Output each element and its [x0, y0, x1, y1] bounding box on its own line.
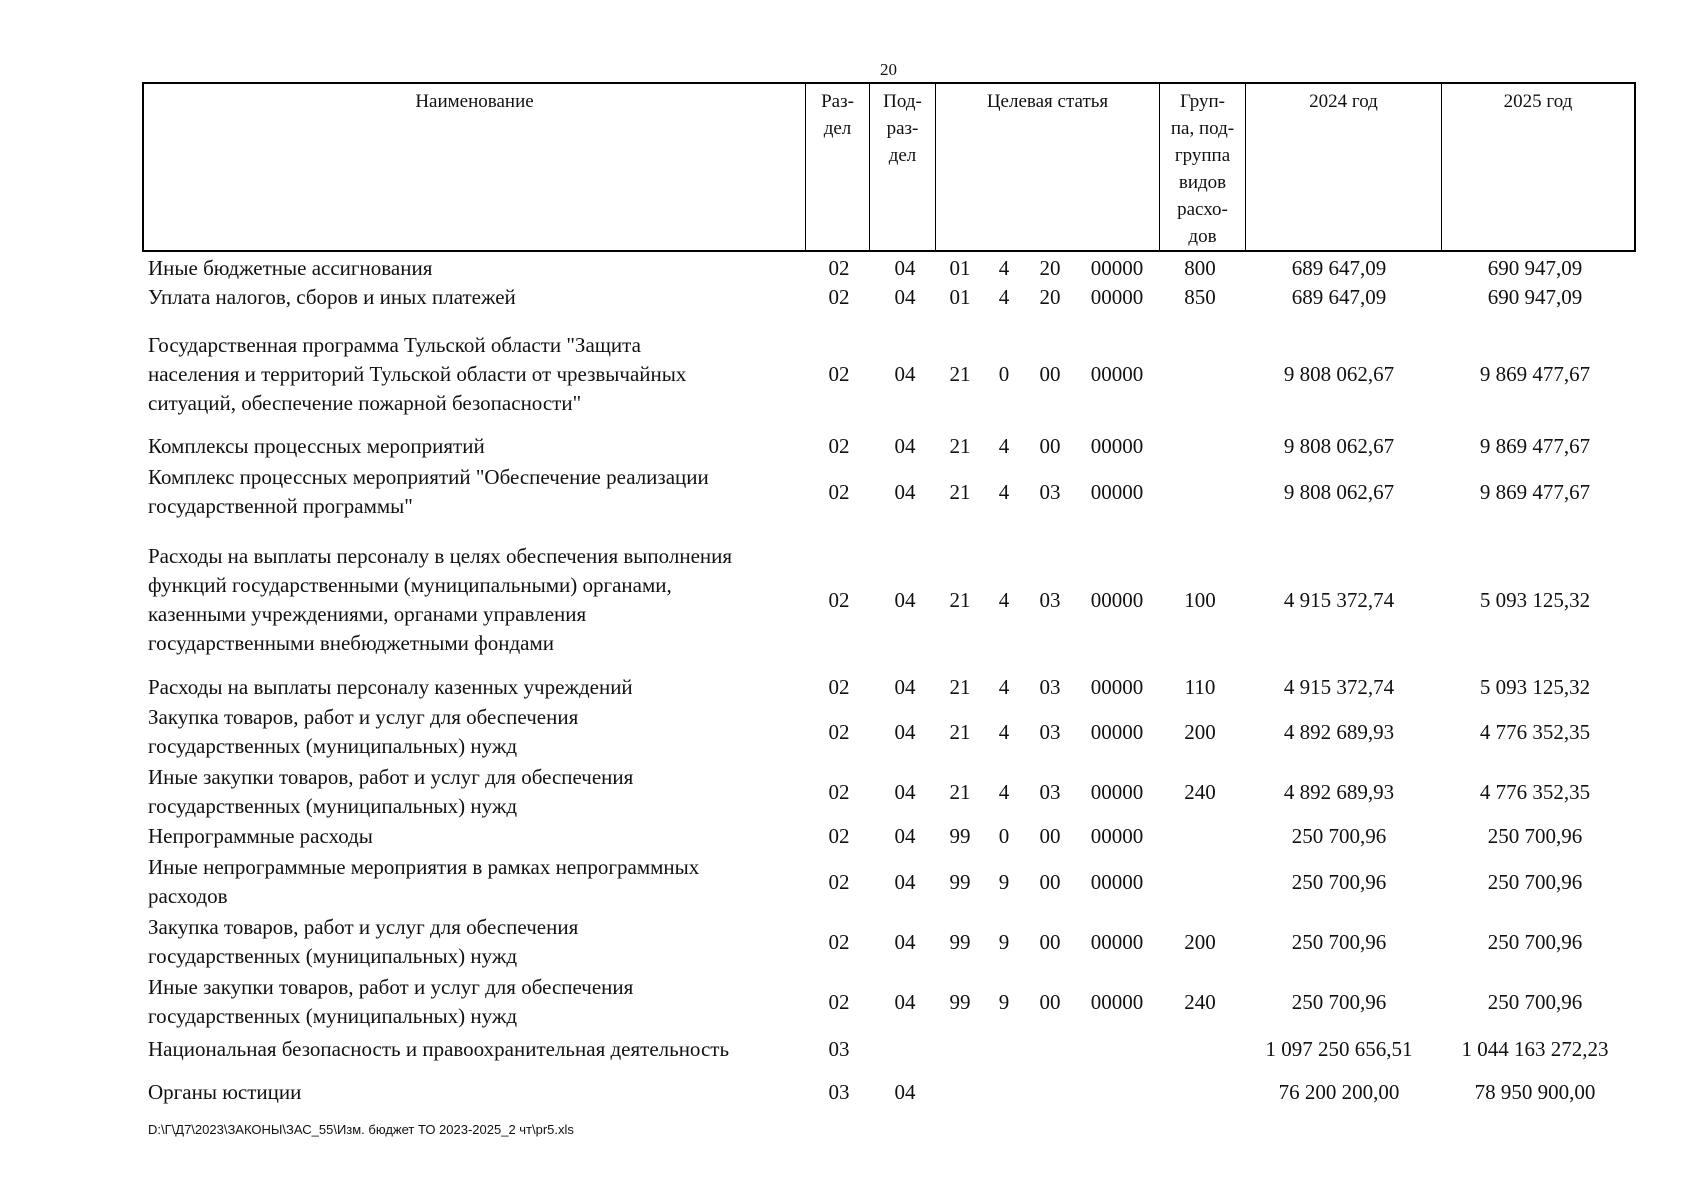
row-name-line: Комплексы процессных мероприятий — [148, 434, 485, 458]
cell-c1: 01 — [949, 285, 971, 309]
header-razdel — [806, 84, 870, 250]
row-name-line: Иные закупки товаров, работ и услуг для обеспечения — [148, 765, 634, 789]
header-group — [1160, 84, 1246, 250]
cell-y2024: 9 808 062,67 — [1283, 362, 1395, 386]
cell-y2024: 250 700,96 — [1291, 989, 1387, 1014]
cell-y2025: 4 776 352,35 — [1479, 779, 1591, 804]
cell-c1: 99 — [949, 869, 971, 894]
cell-y2024: 76 200 200,00 — [1278, 1080, 1400, 1104]
row-name-line: Органы юстиции — [148, 1080, 302, 1104]
cell-y2025: 9 869 477,67 — [1479, 434, 1591, 458]
cell-vr: 110 — [1184, 675, 1216, 699]
cell-y2024: 250 700,96 — [1291, 869, 1387, 894]
row-name-line: функций государственными (муниципальными) органами, — [148, 573, 672, 597]
cell-pr: 04 — [894, 824, 916, 848]
cell-c3: 03 — [1039, 587, 1061, 612]
row-name-line: Иные бюджетные ассигнования — [148, 256, 433, 280]
cell-c2: 4 — [998, 675, 1010, 699]
row-name-line: государственных (муниципальных) нужд — [148, 1004, 518, 1028]
cell-c2: 0 — [998, 824, 1010, 848]
row-name — [148, 913, 810, 971]
table-header — [142, 82, 1636, 252]
row-name-line: казенными учреждениями, органами управления — [148, 602, 587, 626]
cell-c3: 00 — [1039, 824, 1061, 848]
row-name-line: ситуаций, обеспечение пожарной безопасности" — [148, 391, 582, 415]
cell-y2025: 5 093 125,32 — [1479, 587, 1591, 612]
cell-rz: 02 — [828, 989, 850, 1014]
cell-c2: 4 — [998, 434, 1010, 458]
row-name — [148, 853, 810, 911]
cell-vr: 240 — [1184, 989, 1216, 1014]
cell-pr: 04 — [894, 362, 916, 386]
cell-c4: 00000 — [1090, 285, 1144, 309]
header-2024-label: 2024 год — [1309, 91, 1378, 112]
file-path-footer: D:\Г\Д7\2023\ЗАКОНЫ\ЗАС_55\Изм. бюджет ТО 2023-2025_2 чт\pr5.xls — [148, 1122, 574, 1137]
cell-rz: 02 — [828, 824, 850, 848]
cell-y2025: 78 950 900,00 — [1474, 1080, 1596, 1104]
cell-pr: 04 — [894, 1080, 916, 1104]
cell-c1: 21 — [949, 362, 971, 386]
cell-c1: 99 — [949, 929, 971, 954]
cell-c1: 01 — [949, 256, 971, 280]
cell-c1: 21 — [949, 719, 971, 744]
page-number: 20 — [880, 60, 897, 79]
cell-c3: 20 — [1039, 256, 1061, 280]
header-group-line: дов — [1188, 226, 1217, 247]
cell-pr: 04 — [894, 587, 916, 612]
header-2025-label: 2025 год — [1503, 91, 1573, 112]
cell-c4: 00000 — [1090, 929, 1144, 954]
cell-c1: 99 — [949, 989, 971, 1014]
row-name-line: государственной программы" — [148, 494, 413, 518]
cell-c1: 21 — [949, 675, 971, 699]
cell-rz: 02 — [828, 285, 850, 309]
header-group-line: группа — [1174, 145, 1231, 166]
cell-y2024: 250 700,96 — [1291, 929, 1387, 954]
row-name-line: Закупка товаров, работ и услуг для обеспечения — [148, 705, 579, 729]
cell-y2024: 4 892 689,93 — [1283, 779, 1395, 804]
cell-y2024: 9 808 062,67 — [1283, 479, 1395, 504]
row-name — [148, 763, 810, 821]
cell-c4: 00000 — [1090, 719, 1144, 744]
cell-c1: 21 — [949, 587, 971, 612]
header-podrazdel — [870, 84, 936, 250]
cell-c2: 4 — [998, 479, 1010, 504]
cell-y2025: 1 044 163 272,23 — [1461, 1037, 1609, 1061]
cell-y2025: 9 869 477,67 — [1479, 362, 1591, 386]
row-name-line: Комплекс процессных мероприятий "Обеспечение реализации — [148, 465, 709, 489]
cell-c3: 03 — [1039, 479, 1061, 504]
row-name-line: Непрограммные расходы — [148, 824, 373, 848]
header-group-line: Груп- — [1179, 91, 1226, 112]
row-name — [148, 673, 810, 702]
cell-rz: 02 — [828, 779, 850, 804]
row-name-line: населения и территорий Тульской области от чрезвычайных — [148, 362, 687, 386]
cell-c2: 4 — [998, 719, 1010, 744]
header-name-label: Наименование — [415, 91, 534, 112]
row-name — [148, 283, 810, 312]
row-name — [148, 1078, 810, 1107]
cell-c4: 00000 — [1090, 869, 1144, 894]
cell-pr: 04 — [894, 989, 916, 1014]
cell-c4: 00000 — [1090, 434, 1144, 458]
cell-vr: 850 — [1184, 285, 1216, 309]
cell-c2: 0 — [998, 362, 1010, 386]
row-name — [148, 463, 810, 521]
cell-vr: 200 — [1184, 719, 1216, 744]
cell-y2024: 4 915 372,74 — [1283, 675, 1395, 699]
cell-rz: 02 — [828, 256, 850, 280]
cell-pr: 04 — [894, 719, 916, 744]
cell-pr: 04 — [894, 779, 916, 804]
row-name-line: Расходы на выплаты персоналу в целях обеспечения выполнения — [148, 544, 733, 568]
cell-y2025: 690 947,09 — [1487, 285, 1583, 309]
cell-y2025: 4 776 352,35 — [1479, 719, 1591, 744]
cell-y2024: 9 808 062,67 — [1283, 434, 1395, 458]
cell-c4: 00000 — [1090, 824, 1144, 848]
row-name-line: государственных (муниципальных) нужд — [148, 734, 518, 758]
cell-pr: 04 — [894, 434, 916, 458]
cell-c2: 9 — [998, 989, 1010, 1014]
cell-rz: 02 — [828, 929, 850, 954]
row-name — [148, 1035, 810, 1064]
row-name-line: Иные закупки товаров, работ и услуг для обеспечения — [148, 975, 634, 999]
row-name-line: Расходы на выплаты персоналу казенных учреждений — [148, 675, 633, 699]
cell-c1: 21 — [949, 479, 971, 504]
cell-y2024: 1 097 250 656,51 — [1265, 1037, 1413, 1061]
cell-c3: 00 — [1039, 434, 1061, 458]
row-name — [148, 973, 810, 1031]
cell-y2024: 250 700,96 — [1291, 824, 1387, 848]
cell-c3: 03 — [1039, 675, 1061, 699]
cell-c3: 03 — [1039, 719, 1061, 744]
cell-c3: 00 — [1039, 989, 1061, 1014]
cell-c4: 00000 — [1090, 779, 1144, 804]
row-name — [148, 542, 810, 658]
cell-c4: 00000 — [1090, 989, 1144, 1014]
header-target — [936, 84, 1160, 250]
header-group-line: па, под- — [1170, 118, 1235, 139]
cell-y2025: 690 947,09 — [1487, 256, 1583, 280]
cell-vr: 200 — [1184, 929, 1216, 954]
row-name-line: государственных (муниципальных) нужд — [148, 944, 518, 968]
header-razdel-line: дел — [823, 118, 852, 139]
cell-y2025: 5 093 125,32 — [1479, 675, 1591, 699]
cell-vr: 800 — [1184, 256, 1216, 280]
header-razdel-line: Раз- — [821, 91, 854, 112]
row-name-line: расходов — [148, 884, 228, 908]
header-podrazdel-line: Под- — [883, 91, 922, 112]
cell-c4: 00000 — [1090, 362, 1144, 386]
row-name-line: Уплата налогов, сборов и иных платежей — [148, 285, 516, 309]
cell-y2025: 250 700,96 — [1487, 989, 1583, 1014]
cell-c2: 4 — [998, 285, 1010, 309]
cell-rz: 02 — [828, 719, 850, 744]
header-group-line: видов — [1178, 172, 1227, 193]
cell-y2024: 689 647,09 — [1291, 256, 1387, 280]
cell-c3: 20 — [1039, 285, 1061, 309]
cell-c4: 00000 — [1090, 479, 1144, 504]
cell-vr: 100 — [1184, 587, 1216, 612]
cell-c4: 00000 — [1090, 587, 1144, 612]
cell-c1: 21 — [949, 434, 971, 458]
cell-y2025: 250 700,96 — [1487, 929, 1583, 954]
row-name — [148, 254, 810, 283]
cell-pr: 04 — [894, 479, 916, 504]
cell-c4: 00000 — [1090, 675, 1144, 699]
cell-rz: 03 — [828, 1080, 850, 1104]
cell-y2024: 4 915 372,74 — [1283, 587, 1395, 612]
cell-c4: 00000 — [1090, 256, 1144, 280]
cell-c3: 00 — [1039, 929, 1061, 954]
header-target-label: Целевая статья — [986, 91, 1109, 112]
cell-rz: 02 — [828, 362, 850, 386]
cell-pr: 04 — [894, 869, 916, 894]
row-name — [148, 822, 810, 851]
cell-c3: 00 — [1039, 869, 1061, 894]
cell-c3: 03 — [1039, 779, 1061, 804]
row-name-line: Закупка товаров, работ и услуг для обеспечения — [148, 915, 579, 939]
row-name-line: Национальная безопасность и правоохранительная деятельность — [148, 1037, 730, 1061]
cell-pr: 04 — [894, 929, 916, 954]
cell-rz: 02 — [828, 675, 850, 699]
cell-pr: 04 — [894, 675, 916, 699]
cell-c1: 99 — [949, 824, 971, 848]
cell-c2: 9 — [998, 869, 1010, 894]
cell-y2025: 250 700,96 — [1487, 869, 1583, 894]
cell-rz: 02 — [828, 869, 850, 894]
row-name — [148, 432, 810, 461]
cell-c2: 4 — [998, 587, 1010, 612]
row-name-line: государственных (муниципальных) нужд — [148, 794, 518, 818]
cell-y2025: 9 869 477,67 — [1479, 479, 1591, 504]
header-podrazdel-line: раз- — [886, 118, 919, 139]
cell-y2025: 250 700,96 — [1487, 824, 1583, 848]
cell-y2024: 4 892 689,93 — [1283, 719, 1395, 744]
row-name — [148, 703, 810, 761]
cell-y2024: 689 647,09 — [1291, 285, 1387, 309]
header-2025 — [1442, 84, 1634, 250]
cell-c3: 00 — [1039, 362, 1061, 386]
cell-rz: 02 — [828, 434, 850, 458]
row-name — [148, 331, 810, 418]
row-name-line: Иные непрограммные мероприятия в рамках непрограммных — [148, 855, 700, 879]
header-name — [144, 84, 806, 250]
header-group-line: расхо- — [1177, 199, 1228, 220]
cell-rz: 02 — [828, 479, 850, 504]
cell-c2: 9 — [998, 929, 1010, 954]
row-name-line: государственными внебюджетными фондами — [148, 631, 555, 655]
cell-pr: 04 — [894, 285, 916, 309]
header-2024 — [1246, 84, 1442, 250]
row-name-line: Государственная программа Тульской области "Защита — [148, 333, 641, 357]
cell-c2: 4 — [998, 256, 1010, 280]
cell-rz: 02 — [828, 587, 850, 612]
cell-pr: 04 — [894, 256, 916, 280]
header-podrazdel-line: дел — [888, 145, 917, 166]
cell-c2: 4 — [998, 779, 1010, 804]
cell-vr: 240 — [1184, 779, 1216, 804]
cell-rz: 03 — [828, 1037, 850, 1061]
cell-c1: 21 — [949, 779, 971, 804]
